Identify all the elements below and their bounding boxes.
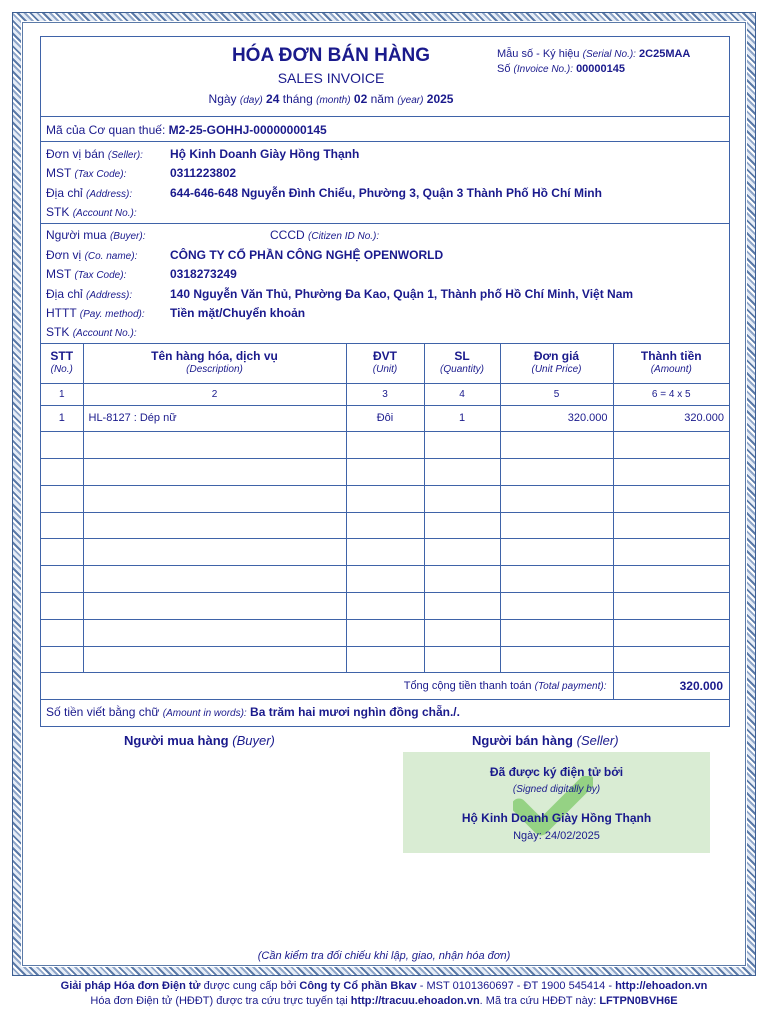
table-row [41, 405, 729, 432]
buyer-tax-row: MST (Tax Code): 0318273249 [46, 267, 237, 281]
cell-unit-price [500, 593, 613, 620]
buyer-payment-method: Tiền mặt/Chuyển khoản [170, 306, 306, 320]
items-section [41, 344, 729, 700]
cell-no [41, 432, 83, 459]
table-row [41, 646, 729, 673]
cell-quantity [424, 566, 500, 593]
cell-quantity: 1 [424, 405, 500, 432]
cell-description: HL-8127 : Dép nữ [83, 405, 346, 432]
tax-authority-code: Mã của Cơ quan thuế: M2-25-GOHHJ-00000000145 [41, 117, 729, 142]
table-row [41, 512, 729, 539]
amount-in-words: Số tiền viết bằng chữ (Amount in words): Ba trăm hai mươi nghìn đồng chẵn./. [46, 704, 460, 719]
cell-unit-price [500, 566, 613, 593]
table-row [41, 459, 729, 486]
cell-description [83, 619, 346, 646]
buyer-signature-title: Người mua hàng (Buyer) [124, 733, 275, 748]
signed-by-en: (Signed digitally by) [512, 784, 601, 795]
cell-quantity [424, 646, 500, 673]
cell-unit [346, 485, 424, 512]
total-row [41, 673, 729, 699]
cell-quantity [424, 459, 500, 486]
table-row [41, 619, 729, 646]
items-table [41, 344, 729, 699]
cell-unit [346, 593, 424, 620]
col-header-no: STT (No.) [41, 344, 83, 383]
cell-no [41, 593, 83, 620]
cell-unit-price [500, 485, 613, 512]
cell-no [41, 646, 83, 673]
cell-unit [346, 432, 424, 459]
cell-amount [613, 459, 729, 486]
total-label: Tổng cộng tiền thanh toán (Total payment): [41, 673, 613, 699]
cell-no [41, 539, 83, 566]
cell-unit [346, 512, 424, 539]
buyer-section [41, 224, 729, 344]
date-month: 02 [353, 92, 368, 106]
total-value: 320.000 [679, 679, 723, 694]
buyer-address-row: Địa chỉ (Address): 140 Nguyễn Văn Thủ, Phường Đa Kao, Quận 1, Thành phố Hồ Chí Minh, Việt Nam [46, 287, 634, 301]
cell-unit-price [500, 539, 613, 566]
cell-quantity [424, 485, 500, 512]
seller-signature-title: Người bán hàng (Seller) [472, 733, 619, 748]
buyer-name-row: Người mua (Buyer): CCCD (Citizen ID No.): [46, 228, 380, 242]
col-header-quantity: SL (Quantity) [424, 344, 500, 383]
buyer-address: 140 Nguyễn Văn Thủ, Phường Đa Kao, Quận 1, Thành phố Hồ Chí Minh, Việt Nam [170, 287, 634, 301]
table-header-row [41, 344, 729, 383]
signed-date: Ngày: 24/02/2025 [513, 830, 600, 842]
cell-amount: 320.000 [613, 405, 729, 432]
cell-description [83, 593, 346, 620]
seller-address: 644-646-648 Nguyễn Đình Chiểu, Phường 3, Quận 3 Thành Phố Hồ Chí Minh [170, 186, 602, 200]
serial-value: 2C25MAA [639, 48, 691, 60]
cell-description [83, 539, 346, 566]
cell-unit: Đôi [346, 405, 424, 432]
cell-quantity [424, 619, 500, 646]
ehoadon-link[interactable]: http://ehoadon.vn [615, 980, 708, 992]
cell-unit-price [500, 512, 613, 539]
cell-no [41, 566, 83, 593]
seller-name: Hộ Kinh Doanh Giày Hồng Thạnh [170, 147, 360, 161]
table-row [41, 593, 729, 620]
cell-unit [346, 646, 424, 673]
cell-unit-price [500, 432, 613, 459]
cell-description [83, 512, 346, 539]
buyer-tax-code: 0318273249 [170, 267, 237, 281]
cell-quantity [424, 512, 500, 539]
cell-amount [613, 646, 729, 673]
invoice-number: 00000145 [576, 63, 626, 75]
cell-no [41, 619, 83, 646]
cell-description [83, 485, 346, 512]
tax-authority-value: M2-25-GOHHJ-00000000145 [168, 123, 327, 137]
cell-amount [613, 539, 729, 566]
cell-amount [613, 619, 729, 646]
cell-unit [346, 539, 424, 566]
tracuu-link[interactable]: http://tracuu.ehoadon.vn [350, 995, 480, 1007]
seller-section [41, 142, 729, 224]
cell-unit [346, 566, 424, 593]
citizen-id-label: CCCD (Citizen ID No.): [270, 228, 380, 242]
seller-address-row: Địa chỉ (Address): 644-646-648 Nguyễn Đình Chiểu, Phường 3, Quận 3 Thành Phố Hồ Chí Minh [46, 186, 602, 200]
invoice-title: HÓA ĐƠN BÁN HÀNG [231, 45, 431, 66]
col-header-description: Tên hàng hóa, dịch vụ (Description) [83, 344, 346, 383]
invoice-header [41, 37, 729, 117]
cell-quantity [424, 539, 500, 566]
footer-line-1: Giải pháp Hóa đơn Điện tử được cung cấp bởi Công ty Cổ phần Bkav - MST 0101360697 - ĐT 1900 545414 - http://ehoadon.vn [60, 980, 708, 992]
invoice-body [40, 36, 730, 727]
column-index-row: 1 2 3 4 5 6 = 4 x 5 [41, 383, 729, 405]
buyer-company-row: Đơn vị (Co. name): CÔNG TY CỔ PHẦN CÔNG NGHỆ OPENWORLD [46, 248, 444, 262]
cell-no: 1 [41, 405, 83, 432]
table-row [41, 432, 729, 459]
cell-no [41, 485, 83, 512]
cell-no [41, 512, 83, 539]
footer-line-2: Hóa đơn Điện tử (HĐĐT) được tra cứu trực tuyến tại http://tracuu.ehoadon.vn. Mã tra cứu HĐĐT này: LFTPN0BVH6E [90, 995, 678, 1007]
seller-tax-code: 0311223802 [170, 166, 237, 180]
col-header-unit: ĐVT (Unit) [346, 344, 424, 383]
invoice-subtitle: SALES INVOICE [277, 70, 385, 86]
signed-by-label: Đã được ký điện tử bởi [489, 765, 624, 779]
invoice-date: Ngày (day) 24 tháng (month) 02 năm (year) 2025 [208, 92, 454, 106]
table-row [41, 539, 729, 566]
digital-signature-box [403, 752, 710, 853]
verification-note: (Cần kiểm tra đối chiếu khi lập, giao, nhận hóa đơn) [257, 950, 511, 962]
cell-amount [613, 432, 729, 459]
seller-name-row: Đơn vị bán (Seller): Hộ Kinh Doanh Giày Hồng Thạnh [46, 147, 360, 161]
cell-unit-price: 320.000 [500, 405, 613, 432]
cell-unit-price [500, 619, 613, 646]
table-row [41, 485, 729, 512]
cell-amount [613, 512, 729, 539]
seller-account-row: STK (Account No.): [46, 205, 137, 219]
cell-unit-price [500, 459, 613, 486]
cell-description [83, 566, 346, 593]
signer-name: Hộ Kinh Doanh Giày Hồng Thạnh [461, 811, 652, 825]
seller-tax-row: MST (Tax Code): 0311223802 [46, 166, 237, 180]
buyer-company: CÔNG TY CỔ PHẦN CÔNG NGHỆ OPENWORLD [170, 248, 444, 262]
cell-unit [346, 619, 424, 646]
cell-amount [613, 485, 729, 512]
cell-no [41, 459, 83, 486]
cell-amount [613, 566, 729, 593]
date-year: 2025 [426, 92, 454, 106]
buyer-account-row: STK (Account No.): [46, 325, 137, 339]
table-row [41, 566, 729, 593]
date-day: 24 [266, 92, 280, 106]
cell-description [83, 432, 346, 459]
cell-unit-price [500, 646, 613, 673]
lookup-code: LFTPN0BVH6E [599, 995, 678, 1007]
cell-unit [346, 459, 424, 486]
cell-description [83, 459, 346, 486]
cell-description [83, 646, 346, 673]
col-header-unit-price: Đơn giá (Unit Price) [500, 344, 613, 383]
cell-quantity [424, 432, 500, 459]
col-header-amount: Thành tiền (Amount) [613, 344, 729, 383]
cell-amount [613, 593, 729, 620]
buyer-payment-row: HTTT (Pay. method): Tiền mặt/Chuyển khoản [46, 306, 306, 320]
amount-in-words-value: Ba trăm hai mươi nghìn đồng chẵn./. [250, 704, 460, 719]
cell-quantity [424, 593, 500, 620]
serial-info: Mẫu số - Ký hiệu (Serial No.): 2C25MAA Số (Invoice No.): 00000145 [497, 48, 691, 75]
